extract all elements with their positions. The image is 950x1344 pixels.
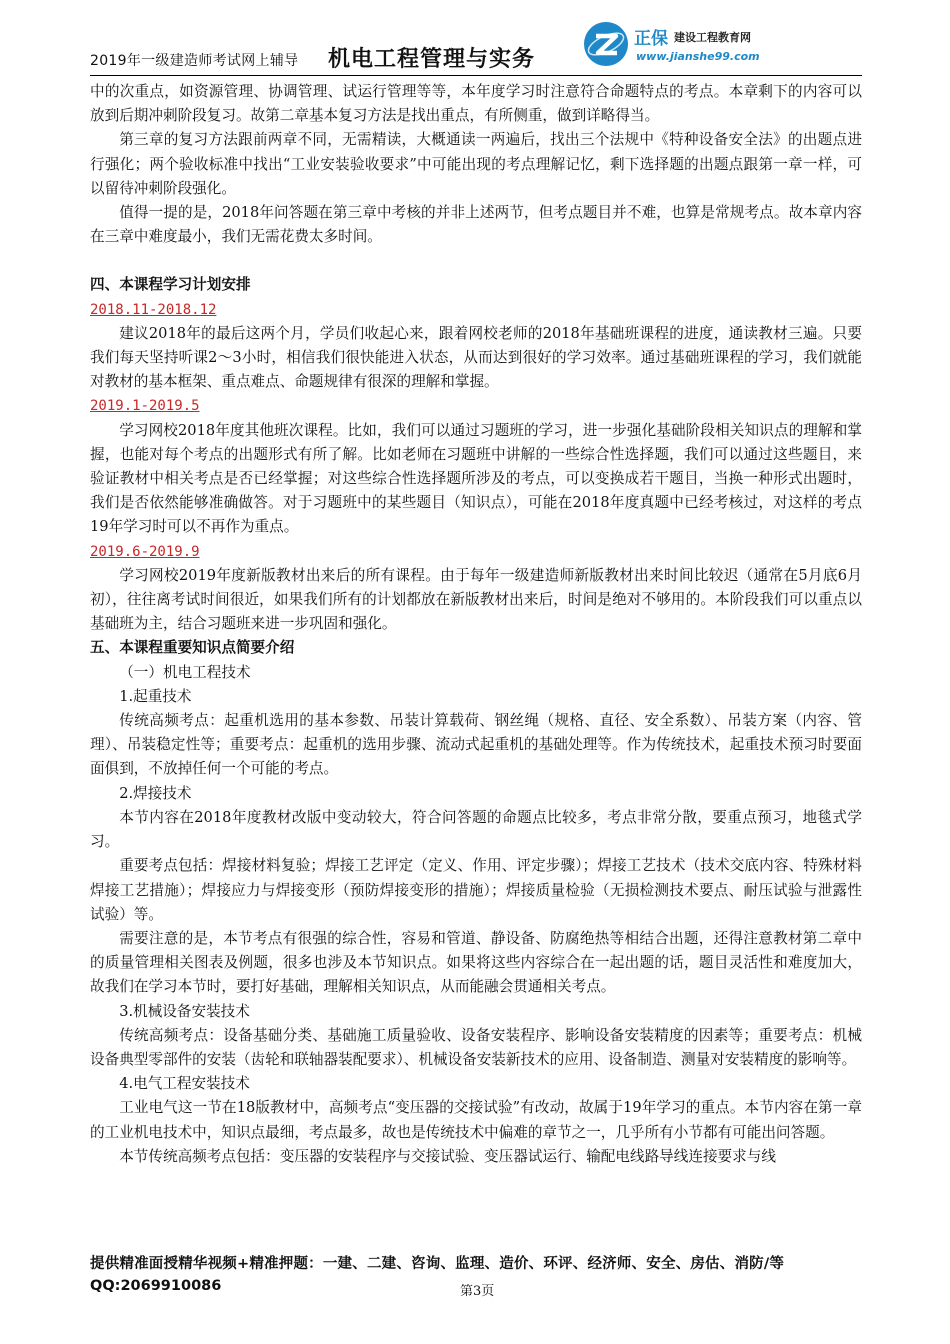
site-logo[interactable]: [584, 22, 864, 70]
section-heading-4: 四、本课程学习计划安排: [90, 276, 251, 294]
section-heading-5: 五、本课程重要知识点简要介绍: [90, 639, 295, 657]
paragraph: 本节内容在2018年度教材改版中变动较大，符合问答题的命题点比较多，考点非常分散，要重点预习，地毯式学习。: [90, 808, 862, 851]
header-title: 机电工程管理与实务: [328, 47, 536, 72]
item-heading: 3.机械设备安装技术: [119, 1002, 250, 1020]
date-label: 2019.1-2019.5: [90, 398, 200, 415]
item-heading: 1.起重技术: [119, 687, 192, 705]
date-label: 2019.6-2019.9: [90, 543, 200, 560]
header-course-label: 2019年一级建造师考试网上辅导: [90, 53, 299, 69]
paragraph: 工业电气这一节在18版教材中，高频考点“变压器的交接试验”有改动，故属于19年学习的重点。本节内容在第一章的工业机电技术中，知识点最细，考点最多，故也是传统技术中偏难的章节之一，几乎所有小节都有可能出问答题。: [90, 1099, 862, 1141]
footer-qq: QQ:2069910086: [90, 1278, 222, 1294]
paragraph: 学习网校2019年度新版教材出来后的所有课程。由于每年一级建造师新版教材出来时间比较迟（通常在5月底6月初），往往离考试时间很近，如果我们所有的计划都放在新版教材出来后，时间是绝对不够用的。本阶段我们可以重点以基础班为主，结合习题班来进一步巩固和强化。: [90, 566, 862, 633]
item-heading: 4.电气工程安装技术: [119, 1075, 250, 1093]
page-footer: [90, 1252, 862, 1299]
paragraph: 第三章的复习方法跟前两章不同，无需精读，大概通读一两遍后，找出三个法规中《特种设备安全法》的出题点进行强化；两个验收标准中找出“工业安装验收要求”中可能出现的考点理解记忆，剩下选择题的出题点跟第一章一样，可以留待冲刺阶段强化。: [90, 131, 862, 197]
date-range-2: [90, 394, 862, 418]
logo-url[interactable]: www.jianshe99.com: [636, 50, 760, 63]
logo-subtitle: 建设工程教育网: [674, 31, 751, 44]
footer-promo: 提供精准面授精华视频+精准押题：一建、二建、咨询、监理、造价、环评、经济师、安全、房估、消防/等: [90, 1256, 785, 1272]
paragraph: 传统高频考点：起重机选用的基本参数、吊装计算载荷、钢丝绳（规格、直径、安全系数）、吊装方案（内容、管理）、吊装稳定性等；重要考点：起重机的选用步骤、流动式起重机的基础处理等。作为传统技术，起重技术预习时要面面俱到，不放掉任何一个可能的考点。: [90, 712, 862, 778]
paragraph: 学习网校2018年度其他班次课程。比如，我们可以通过习题班的学习，进一步强化基础阶段相关知识点的理解和掌握，也能对每个考点的出题形式有所了解。比如老师在习题班中讲解的一些综合性选择题，我们可以通过这些题目，来验证教材中相关考点是否已经掌握；对这些综合性选择题所涉及的考点，可以变换成若干题目，当换一种形式出题时，我们是否依然能够准确做答。对于习题班中的某些题目（知识点），可能在2018年度真题中已经考核过，对这样的考点19年学习时可以不再作为重点。: [90, 421, 862, 536]
page-number: 第3页: [460, 1284, 495, 1299]
document-body: [90, 80, 862, 1169]
paragraph: 需要注意的是，本节考点有很强的综合性，容易和管道、静设备、防腐绝热等相结合出题，还得注意教材第二章中的质量管理相关图表及例题，很多也涉及本节知识点。如果将这些内容综合在一起出题的话，题目灵活性和难度加大，故我们在学习本节时，要打好基础，理解相关知识点，从而能融会贯通相关考点。: [90, 929, 862, 996]
header-divider: [90, 75, 862, 76]
item-heading: 2.焊接技术: [119, 784, 192, 802]
paragraph: 建议2018年的最后这两个月，学员们收起心来，跟着网校老师的2018年基础班课程的进度，通读教材三遍。只要我们每天坚持听课2～3小时，相信我们很快能进入状态，从而达到很好的学习效率。通过基础班课程的学习，我们就能对教材的基本框架、重点难点、命题规律有很深的理解和掌握。: [90, 324, 862, 391]
page-header: [90, 22, 862, 74]
paragraph: 传统高频考点：设备基础分类、基础施工质量验收、设备安装程序、影响设备安装精度的因素等；重要考点：机械设备典型零部件的安装（齿轮和联轴器装配要求）、机械设备安装新技术的应用、设备制造、测量对安装精度的影响等。: [90, 1026, 862, 1068]
date-label: 2018.11-2018.12: [90, 301, 217, 318]
date-range-3: [90, 540, 862, 564]
paragraph: 值得一提的是，2018年问答题在第三章中考核的并非上述两节，但考点题目并不难，也算是常规考点。故本章内容在三章中难度最小，我们无需花费太多时间。: [90, 204, 862, 246]
logo-brand: 正保: [634, 29, 668, 49]
paragraph: 本节传统高频考点包括：变压器的安装程序与交接试验、变压器试运行、输配电线路导线连接要求与线: [119, 1147, 776, 1165]
subsection-heading: （一）机电工程技术: [119, 663, 251, 681]
paragraph: 重要考点包括：焊接材料复验；焊接工艺评定（定义、作用、评定步骤）；焊接工艺技术（技术交底内容、特殊材料焊接工艺措施）；焊接应力与焊接变形（预防焊接变形的措施）；焊接质量检验（无损检测技术要点、耐压试验与泄露性试验）等。: [90, 857, 862, 923]
paragraph: 中的次重点，如资源管理、协调管理、试运行管理等等，本年度学习时注意符合命题特点的考点。本章剩下的内容可以放到后期冲刺阶段复习。故第二章基本复习方法是找出重点，有所侧重，做到详略得当。: [90, 83, 862, 125]
logo-z-icon: [584, 22, 628, 66]
date-range-1: [90, 298, 862, 322]
